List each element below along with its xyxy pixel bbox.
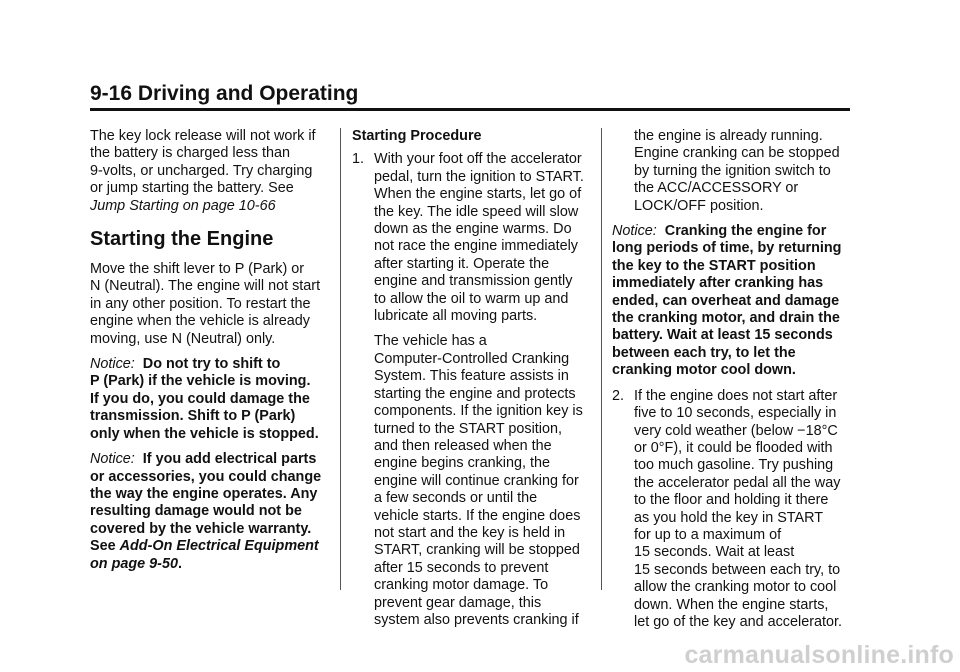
subsection-heading: Starting Procedure — [352, 128, 482, 144]
page-title: 9-16 Driving and Operating — [90, 82, 359, 105]
cranking-system-paragraph: The vehicle has a Computer-Controlled Cranking System. This feature assists in starting the engine and protects components. If the ignition key is turned to the START position, and then released when the engine begins cranking, the engine will continue cranking for a few seconds or until the vehicle starts. If the engine does not start and the key is held in START, cranking will be stopped after 15 seconds to prevent cranking motor damage. To prevent gear damage, this system also prevents cranking if — [374, 333, 583, 628]
column-2 — [352, 128, 592, 637]
park-neutral-paragraph: Move the shift lever to P (Park) or N (Neutral). The engine will not start in any other position. To restart the engine when the vehicle is already moving, use N (Neutral) only. — [90, 261, 321, 347]
intro-paragraph: The key lock release will not work if the battery is charged less than 9-volts, or uncharged. Try charging or jump starting the battery. See Jump Starting on page 10-66 — [90, 128, 330, 215]
header-rule — [90, 108, 850, 111]
notice-shift-park: Notice: Do not try to shift to P (Park) if the vehicle is moving. If you do, you could damage the transmission. Shift to P (Park) only when the vehicle is stopped. — [90, 356, 319, 442]
column-divider-2 — [601, 128, 602, 590]
cranking-continued-paragraph: the engine is already running. Engine cranking can be stopped by turning the ignition switch to the ACC/ACCESSORY or LOCK/OFF position. — [634, 128, 840, 214]
add-on-electrical-page-link[interactable]: on page 9-50 — [90, 555, 178, 572]
procedure-step-1: 1. With your foot off the accelerator pedal, turn the ignition to START. When the engine starts, let go of the key. The idle speed will slow down as the engine warms. Do not race the engine immediately after starting it. Operate the engine and transmission gently to allow the oil to warm up and lubricate all moving parts. — [352, 151, 584, 325]
column-divider-1 — [340, 128, 341, 590]
notice-cranking: Notice: Cranking the engine for long periods of time, by returning the key to the START position immediately after cranking has ended, can overheat and damage the cranking motor, and drain the battery. Wait at least 15 seconds between each try, to let the cranking motor cool down. — [612, 223, 842, 379]
procedure-step-2: 2. If the engine does not start after five to 10 seconds, especially in very cold weather (below −18°C or 0°F), it could be flooded with too much gasoline. Try pushing the accelerator pedal all the way to the floor and holding it there as you hold the key in START for up to a maximum of 15 seconds. Wait at least 15 seconds between each try, to allow the cranking motor to cool down. When the engine starts, let go of the key and accelerator. — [612, 387, 842, 630]
jump-starting-link[interactable]: Jump Starting on page 10-66 — [90, 197, 276, 214]
notice-label: Notice: — [90, 356, 135, 373]
watermark: carmanualsonline.info — [684, 641, 954, 669]
column-3 — [612, 128, 852, 639]
notice-label: Notice: — [612, 223, 657, 240]
page-header — [90, 82, 850, 106]
step-number: 2. — [612, 387, 625, 404]
section-heading: Starting the Engine — [90, 228, 274, 251]
column-1 — [90, 128, 330, 581]
notice-label: Notice: — [90, 451, 135, 468]
step-number: 1. — [352, 151, 365, 168]
notice-electrical-parts: Notice: If you add electrical parts or accessories, you could change the way the engine operates. Any resulting damage would not be covered by the vehicle warranty. See Add-On Electrical Equipment on page 9-50. — [90, 451, 322, 572]
add-on-electrical-link[interactable]: Add-On Electrical Equipment — [119, 538, 319, 555]
